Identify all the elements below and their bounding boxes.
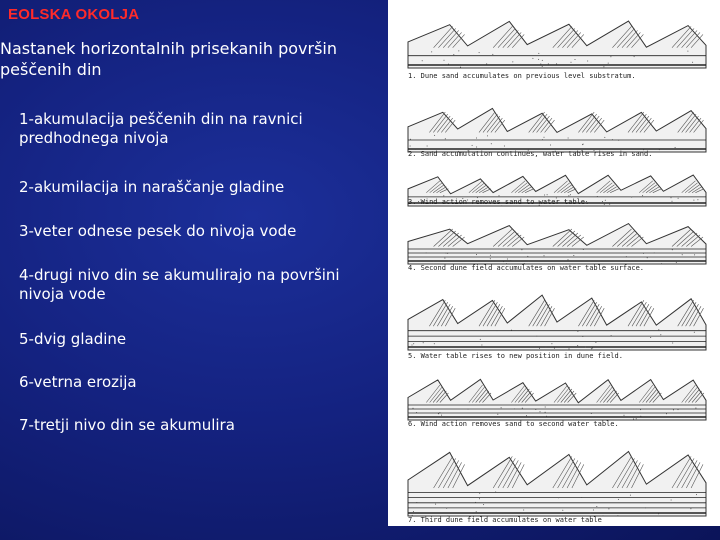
diagram-panel-2 <box>408 108 706 158</box>
step-item-7 <box>19 416 389 435</box>
slide-title: EOLSKA OKOLJA <box>8 6 140 23</box>
panel-caption-6: 6. Wind action removes sand to second water table. <box>408 420 619 428</box>
step-item-1 <box>19 110 389 148</box>
panel-caption-4: 4. Second dune field accumulates on water table surface. <box>408 264 645 272</box>
step-item-2 <box>19 178 389 197</box>
diagram-panel-5 <box>408 295 707 360</box>
step-1-line-1: 1-akumulacija peščenih din na ravnici <box>19 110 303 128</box>
panel-caption-3: 3. Wind action removes sand to water table. <box>408 198 590 206</box>
step-5-line-1: 5-dvig gladine <box>19 330 127 348</box>
dune-stratigraphy-figure <box>388 0 720 526</box>
step-3-line-1: 3-veter odnese pesek do nivoja vode <box>19 222 297 240</box>
step-2-line-1: 2-akumilacija in naraščanje gladine <box>19 178 285 196</box>
step-item-5 <box>19 330 389 349</box>
step-4-line-1: 4-drugi nivo din se akumulirajo na površini <box>19 266 340 284</box>
diagram-panel-1 <box>408 21 706 80</box>
step-item-4 <box>19 266 389 304</box>
heading-line-2: peščenih din <box>0 60 102 79</box>
panel-caption-7: 7. Third dune field accumulates on water table <box>408 516 602 524</box>
panel-caption-5: 5. Water table rises to new position in dune field. <box>408 352 623 360</box>
dune-diagram-svg <box>388 0 720 526</box>
diagram-panel-6 <box>408 379 707 428</box>
panel-caption-2: 2. Sand accumulation continues, water table rises in sand. <box>408 150 653 158</box>
step-item-6 <box>19 373 389 392</box>
slide-heading <box>0 38 380 80</box>
step-item-3 <box>19 222 389 241</box>
step-4-line-2: nivoja vode <box>19 285 106 303</box>
diagram-panel-4 <box>408 224 706 272</box>
step-6-line-1: 6-vetrna erozija <box>19 373 137 391</box>
panel-caption-1: 1. Dune sand accumulates on previous level substratum. <box>408 72 636 80</box>
diagram-panel-7 <box>408 452 706 525</box>
diagram-panel-3 <box>408 175 706 206</box>
step-1-line-2: predhodnega nivoja <box>19 129 169 147</box>
heading-line-1: Nastanek horizontalnih prisekanih površin <box>0 39 338 58</box>
step-7-line-1: 7-tretji nivo din se akumulira <box>19 416 235 434</box>
